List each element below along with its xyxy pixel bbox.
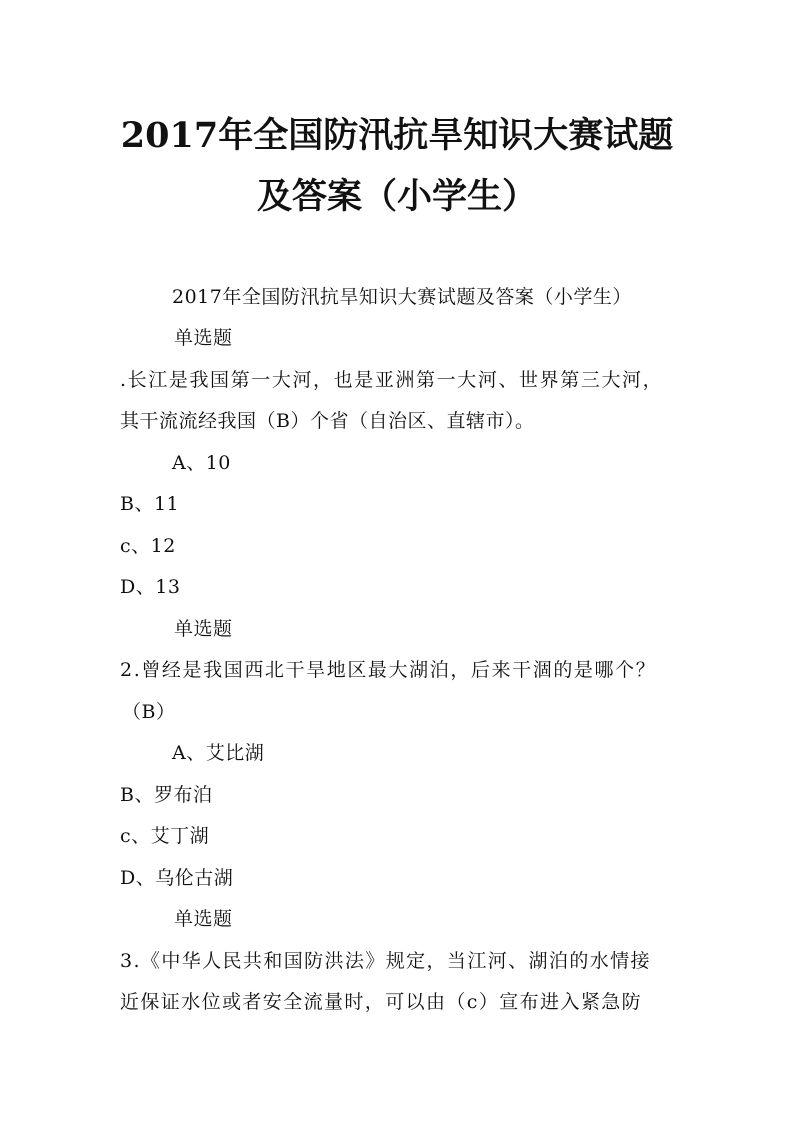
question-1-option-b: B、11 — [120, 493, 180, 515]
section-label: 单选题 — [174, 908, 233, 930]
document-title-line-1: 2017年全国防汛抗旱知识大赛试题 — [120, 115, 674, 156]
question-2-option-a: A、艾比湖 — [172, 742, 265, 764]
question-2-text-line-2: （B） — [122, 701, 176, 723]
section-label: 单选题 — [174, 327, 233, 349]
question-1-option-d: D、13 — [120, 576, 181, 598]
document-subtitle: 2017年全国防汛抗旱知识大赛试题及答案（小学生） — [172, 286, 632, 308]
question-2-option-c: c、艾丁湖 — [120, 825, 210, 847]
document-title-line-2: 及答案（小学生） — [256, 176, 537, 217]
question-2-option-b: B、罗布泊 — [120, 784, 213, 806]
question-1-option-c: c、12 — [120, 535, 176, 557]
question-3-text-line-2: 近保证水位或者安全流量时，可以由（c）宣布进入紧急防 — [120, 991, 643, 1013]
question-1-text-line-1: .长江是我国第一大河，也是亚洲第一大河、世界第三大河， — [120, 369, 664, 391]
section-label: 单选题 — [174, 618, 233, 640]
question-1-option-a: A、10 — [172, 452, 231, 474]
question-3-text-line-1: 3.《中华人民共和国防洪法》规定，当江河、湖泊的水情接 — [120, 950, 651, 972]
question-2-option-d: D、乌伦古湖 — [120, 867, 234, 889]
question-2-text-line-1: 2.曾经是我国西北干旱地区最大湖泊，后来干涸的是哪个？ — [120, 659, 657, 681]
question-1-text-line-2: 其干流流经我国（B）个省（自治区、直辖市）。 — [120, 410, 535, 432]
